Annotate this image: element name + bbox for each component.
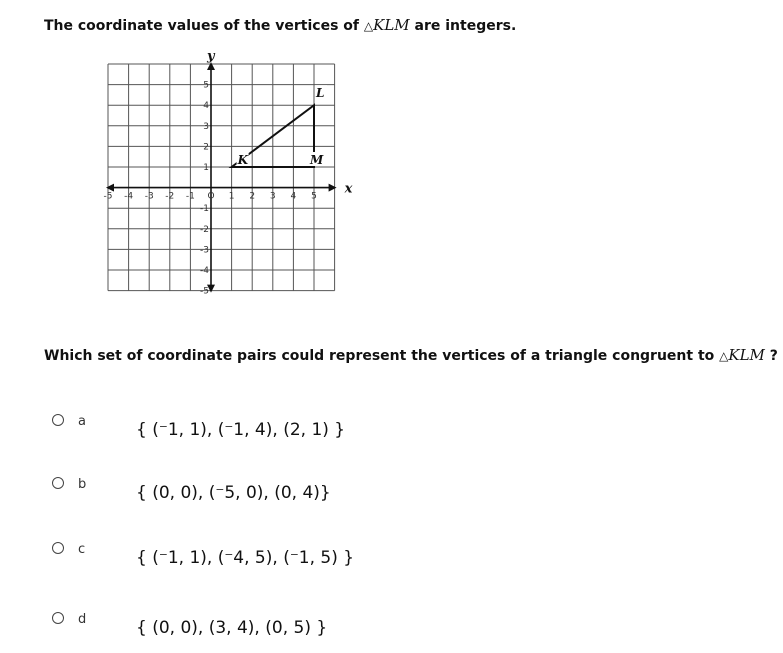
x-tick-label: -2 [165, 191, 175, 202]
x-tick-label: 5 [311, 191, 317, 202]
option-letter-d: d [78, 612, 87, 627]
prompt-triangle-name: KLM [728, 346, 765, 364]
y-tick-label: 2 [203, 142, 209, 153]
option-a[interactable] [52, 410, 346, 440]
vertex-label-k: K [237, 153, 249, 167]
y-tick-label: 4 [203, 101, 209, 112]
option-d[interactable] [52, 608, 328, 638]
option-c[interactable] [52, 538, 355, 568]
triangle-name: KLM [373, 16, 410, 34]
x-tick-label: -1 [185, 191, 195, 202]
vertex-label-l: L [316, 86, 325, 101]
x-tick-label: -4 [124, 191, 134, 202]
x-tick-label: O [207, 191, 215, 202]
y-tick-label: -2 [200, 224, 209, 235]
prompt-suffix: ? [769, 348, 778, 364]
radio-button-b[interactable] [52, 477, 64, 489]
x-tick-label: 4 [290, 191, 297, 202]
option-letter-a: a [78, 414, 86, 429]
y-tick-label: -4 [200, 266, 209, 276]
option-letter-c: c [78, 542, 86, 557]
option-letter-b: b [78, 477, 87, 492]
prompt-triangle-symbol: △ [719, 349, 729, 363]
radio-button-c[interactable] [52, 542, 64, 554]
x-tick-label: 1 [228, 191, 235, 202]
y-tick-label: 5 [203, 80, 209, 91]
x-tick-label: -3 [144, 191, 154, 202]
option-b[interactable] [52, 473, 331, 503]
triangle-symbol: △ [363, 19, 374, 33]
option-text-c[interactable]: { (⁻1, 1), (⁻4, 5), (⁻1, 5) } [136, 548, 355, 568]
radio-button-a[interactable] [52, 414, 64, 426]
vertex-label-m: M [310, 153, 324, 167]
y-tick-label: -3 [200, 245, 209, 256]
y-tick-label: -5 [200, 286, 209, 297]
y-axis-label: y [207, 49, 215, 64]
question-text [44, 16, 516, 34]
y-tick-label: -1 [200, 204, 209, 215]
triangle-label [364, 16, 410, 34]
prompt-triangle-label [719, 346, 765, 364]
x-tick-label: 2 [249, 191, 256, 202]
option-text-a[interactable]: { (⁻1, 1), (⁻1, 4), (2, 1) } [136, 420, 346, 440]
option-text-d[interactable]: { (0, 0), (3, 4), (0, 5) } [136, 618, 328, 638]
x-axis-arrow-right [329, 184, 337, 192]
question-suffix: are integers. [414, 18, 517, 34]
x-tick-label: -5 [103, 191, 113, 202]
option-text-b[interactable]: { (0, 0), (⁻5, 0), (0, 4)} [136, 483, 331, 503]
prompt-prefix: Which set of coordinate pairs could represent the vertices of a triangle congruent to [44, 348, 715, 364]
question-prefix: The coordinate values of the vertices of [44, 18, 359, 34]
x-axis-arrow-left [106, 184, 114, 192]
question-prompt [44, 346, 778, 364]
x-tick-label: 3 [269, 191, 276, 202]
y-tick-label: 3 [203, 121, 209, 132]
coordinate-grid [103, 49, 375, 322]
y-tick-label: 1 [203, 163, 209, 173]
radio-button-d[interactable] [52, 612, 64, 624]
x-axis-label: x [344, 181, 353, 197]
